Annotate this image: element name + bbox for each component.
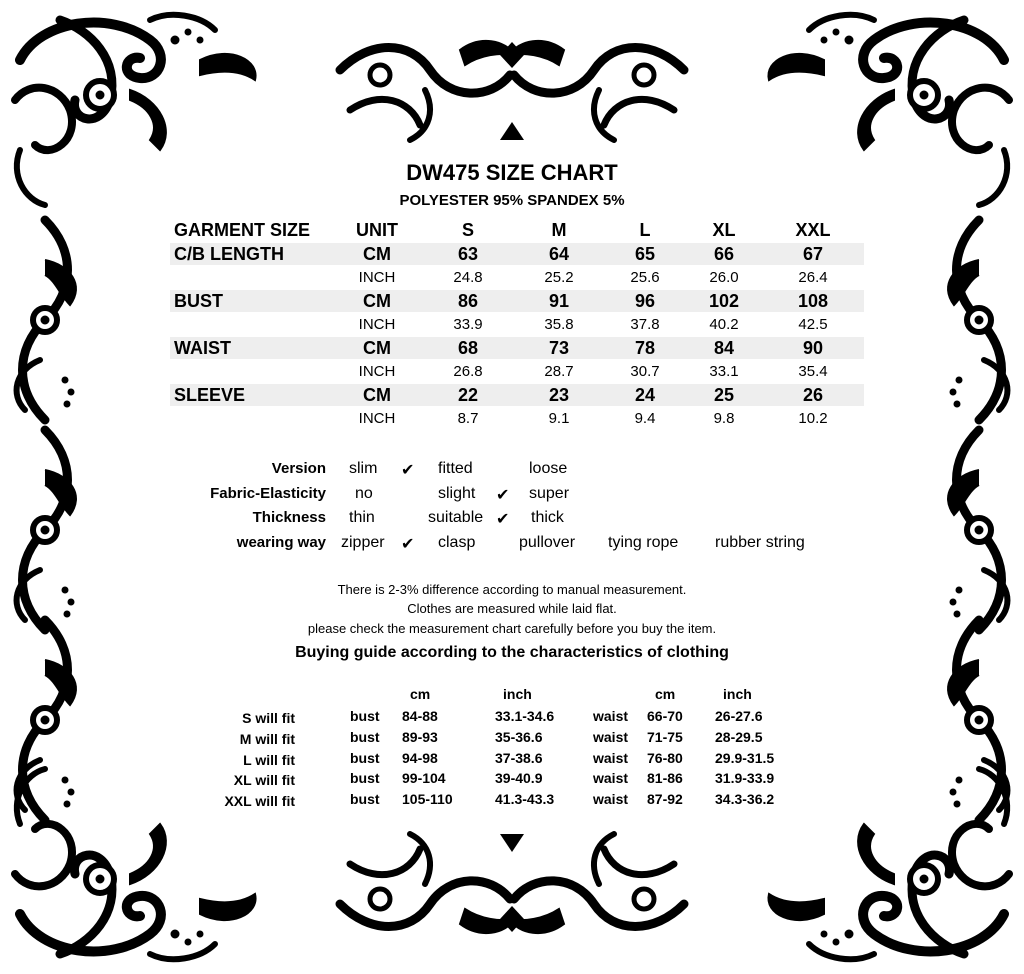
value-cm: 63 — [457, 244, 479, 264]
bust-label: bust — [350, 770, 380, 786]
value-cm: 91 — [548, 291, 570, 311]
value-inch: 10.2 — [798, 410, 828, 427]
thickness-option: thick — [531, 509, 564, 526]
row-label: BUST — [174, 291, 223, 311]
fit-label: M will fit — [239, 731, 295, 747]
waist-label: waist — [593, 791, 629, 807]
header-size-l: L — [639, 220, 651, 240]
unit-inch-header: inch — [503, 686, 532, 702]
value-inch: 35.4 — [798, 363, 828, 380]
value-inch: 42.5 — [798, 316, 828, 333]
thickness-label: Thickness — [252, 509, 326, 526]
fit-label: XXL will fit — [224, 793, 295, 809]
waist-inch: 28-29.5 — [715, 729, 763, 745]
bust-cm: 89-93 — [402, 729, 438, 745]
value-inch: 33.9 — [453, 316, 483, 333]
check-icon: ✔ — [401, 462, 415, 479]
value-cm: 102 — [708, 291, 740, 311]
elasticity-label: Fabric-Elasticity — [210, 485, 326, 502]
value-cm: 25 — [713, 385, 735, 405]
unit-cm-header: cm — [410, 686, 431, 702]
header-garment-size: GARMENT SIZE — [174, 220, 311, 240]
row-label: WAIST — [174, 338, 231, 358]
unit-inch: INCH — [358, 363, 396, 380]
waist-label: waist — [593, 708, 629, 724]
header-size-xl: XL — [712, 220, 736, 240]
check-icon: ✔ — [401, 536, 415, 553]
waist-inch: 31.9-33.9 — [715, 770, 775, 786]
value-inch: 26.0 — [709, 269, 739, 286]
value-inch: 35.8 — [544, 316, 574, 333]
bust-cm: 84-88 — [402, 708, 438, 724]
unit-inch: INCH — [358, 410, 396, 427]
fit-label: L will fit — [243, 752, 295, 768]
bust-inch: 41.3-43.3 — [495, 791, 555, 807]
elasticity-option: super — [529, 485, 570, 502]
header-unit: UNIT — [356, 220, 398, 240]
value-inch: 8.7 — [457, 410, 479, 427]
value-inch: 37.8 — [630, 316, 660, 333]
fit-label: S will fit — [242, 710, 295, 726]
value-cm: 24 — [634, 385, 656, 405]
waist-inch: 26-27.6 — [715, 708, 763, 724]
wearing-option: clasp — [438, 534, 476, 551]
thickness-option: thin — [349, 509, 375, 526]
value-inch: 28.7 — [544, 363, 574, 380]
unit-cm: CM — [363, 291, 391, 311]
value-cm: 108 — [797, 291, 829, 311]
chart-title: DW475 SIZE CHART — [406, 160, 618, 185]
value-inch: 26.4 — [798, 269, 828, 286]
fit-label: XL will fit — [233, 772, 295, 788]
waist-cm: 66-70 — [647, 708, 683, 724]
bust-cm: 105-110 — [402, 791, 453, 807]
value-cm: 73 — [548, 338, 570, 358]
wearing-option: zipper — [341, 534, 385, 551]
thickness-option: suitable — [428, 509, 484, 526]
bust-inch: 37-38.6 — [495, 750, 543, 766]
waist-inch: 29.9-31.5 — [715, 750, 775, 766]
value-cm: 90 — [802, 338, 824, 358]
unit-cm: CM — [363, 385, 391, 405]
bust-label: bust — [350, 708, 380, 724]
buying-guide-title: Buying guide according to the characteristics of clothing — [295, 644, 729, 661]
unit-inch: INCH — [358, 269, 396, 286]
value-cm: 64 — [548, 244, 570, 264]
waist-cm: 87-92 — [647, 791, 683, 807]
value-inch: 9.8 — [713, 410, 735, 427]
unit-cm: CM — [363, 338, 391, 358]
unit-inch-header: inch — [723, 686, 752, 702]
header-size-m: M — [551, 220, 567, 240]
measurement-note: There is 2-3% difference according to manual measurement. — [337, 582, 687, 597]
fabric-composition: POLYESTER 95% SPANDEX 5% — [399, 192, 625, 209]
value-inch: 25.2 — [544, 269, 574, 286]
version-option: loose — [529, 460, 568, 477]
wearing-option: rubber string — [715, 534, 805, 551]
value-inch: 9.1 — [548, 410, 570, 427]
waist-label: waist — [593, 770, 629, 786]
version-option: fitted — [438, 460, 473, 477]
wearing-way-label: wearing way — [236, 534, 326, 551]
bust-cm: 94-98 — [402, 750, 438, 766]
row-label: C/B LENGTH — [174, 244, 284, 264]
measurement-note: Clothes are measured while laid flat. — [407, 601, 617, 616]
value-cm: 26 — [802, 385, 824, 405]
value-cm: 66 — [713, 244, 735, 264]
unit-cm-header: cm — [655, 686, 676, 702]
value-cm: 84 — [713, 338, 735, 358]
value-inch: 30.7 — [630, 363, 660, 380]
row-label: SLEEVE — [174, 385, 246, 405]
value-inch: 33.1 — [709, 363, 739, 380]
value-cm: 65 — [634, 244, 656, 264]
unit-inch: INCH — [358, 316, 396, 333]
bust-inch: 39-40.9 — [495, 770, 543, 786]
waist-label: waist — [593, 729, 629, 745]
value-inch: 25.6 — [630, 269, 660, 286]
bust-label: bust — [350, 750, 380, 766]
bust-inch: 33.1-34.6 — [495, 708, 555, 724]
measurement-note: please check the measurement chart carefully before you buy the item. — [307, 621, 717, 636]
unit-cm: CM — [363, 244, 391, 264]
value-inch: 24.8 — [453, 269, 483, 286]
elasticity-option: slight — [438, 485, 476, 502]
value-cm: 96 — [634, 291, 656, 311]
waist-cm: 71-75 — [647, 729, 683, 745]
value-cm: 23 — [548, 385, 570, 405]
check-icon: ✔ — [496, 487, 510, 504]
value-cm: 78 — [634, 338, 656, 358]
waist-cm: 81-86 — [647, 770, 683, 786]
header-size-xxl: XXL — [795, 220, 831, 240]
value-inch: 40.2 — [709, 316, 739, 333]
version-label: Version — [271, 460, 326, 477]
wearing-option: tying rope — [608, 534, 679, 551]
value-cm: 86 — [457, 291, 479, 311]
waist-cm: 76-80 — [647, 750, 683, 766]
wearing-option: pullover — [519, 534, 576, 551]
bust-cm: 99-104 — [402, 770, 446, 786]
waist-inch: 34.3-36.2 — [715, 791, 775, 807]
check-icon: ✔ — [496, 511, 510, 528]
header-size-s: S — [461, 220, 474, 240]
waist-label: waist — [593, 750, 629, 766]
value-cm: 67 — [802, 244, 824, 264]
value-inch: 9.4 — [634, 410, 656, 427]
bust-inch: 35-36.6 — [495, 729, 543, 745]
elasticity-option: no — [355, 485, 373, 502]
value-cm: 22 — [457, 385, 479, 405]
value-cm: 68 — [457, 338, 479, 358]
bust-label: bust — [350, 791, 380, 807]
bust-label: bust — [350, 729, 380, 745]
version-option: slim — [349, 460, 378, 477]
value-inch: 26.8 — [453, 363, 483, 380]
